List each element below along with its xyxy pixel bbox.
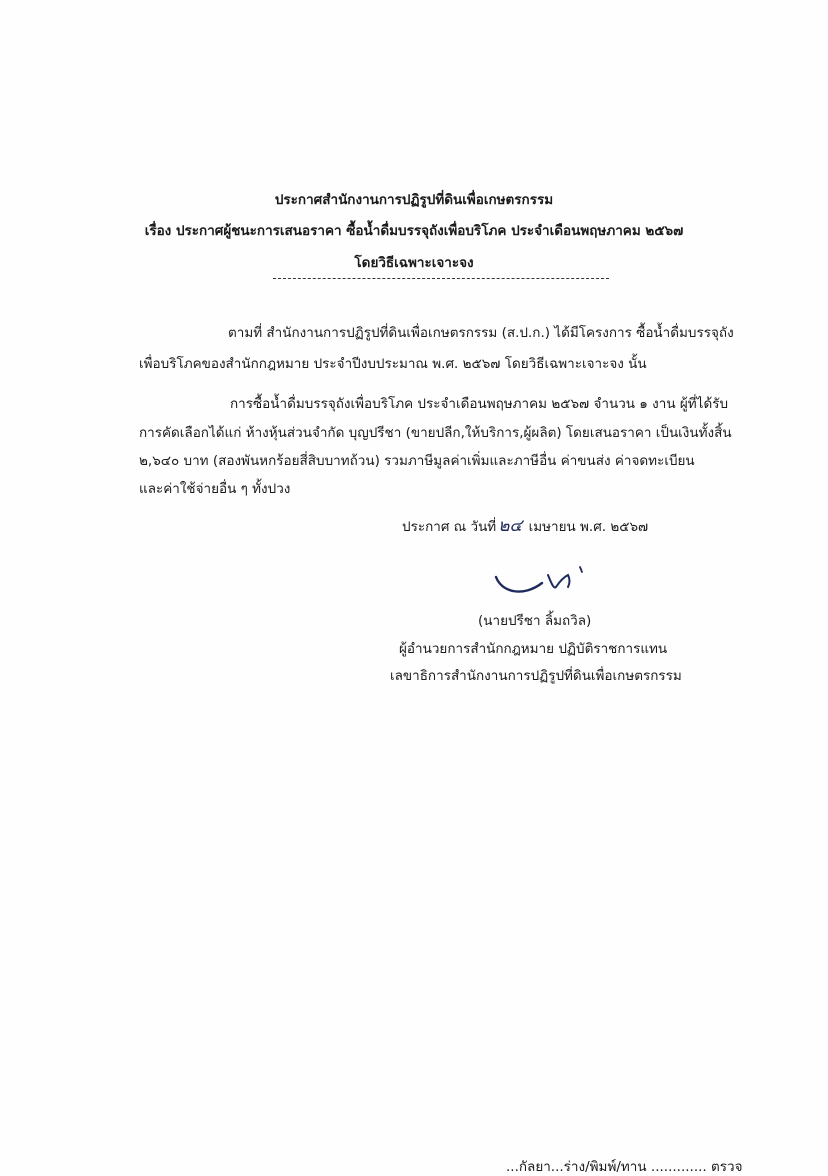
paragraph2-line3: ๒,๖๔๐ บาท (สองพันหกร้อยสี่สิบบาทถ้วน) รวมภาษีมูลค่าเพิ่มและภาษีอื่น ค่าขนส่ง ค่าจดทะเบียน <box>139 453 695 469</box>
announcement-date <box>402 517 648 536</box>
paragraph2-line4: และค่าใช้จ่ายอื่น ๆ ทั้งปวง <box>139 481 291 497</box>
date-day-handwritten: ๒๔ <box>498 516 523 536</box>
signature-mark <box>490 563 600 603</box>
date-prefix: ประกาศ ณ วันที่ <box>402 519 497 535</box>
signatory-position-1: ผู้อำนวยการสำนักกฎหมาย ปฏิบัติราชการแทน <box>399 641 668 657</box>
paragraph1-line2: เพื่อบริโภคของสำนักกฎหมาย ประจำปีงบประมาณ พ.ศ. ๒๕๖๗ โดยวิธีเฉพาะเจาะจง นั้น <box>139 356 647 372</box>
signatory-position-2: เลขาธิการสำนักงานการปฏิรูปที่ดินเพื่อเกษตรกรรม <box>390 668 682 684</box>
header-divider <box>273 278 609 279</box>
announcement-method: โดยวิธีเฉพาะเจาะจง <box>354 255 474 271</box>
paragraph2-line1: การซื้อน้ำดื่มบรรจุถังเพื่อบริโภค ประจำเดือนพฤษภาคม ๒๕๖๗ จำนวน ๑ งาน ผู้ที่ได้รับ <box>230 396 729 412</box>
announcement-subject: เรื่อง ประกาศผู้ชนะการเสนอราคา ซื้อน้ำดื่มบรรจุถังเพื่อบริโภค ประจำเดือนพฤษภาคม ๒๕๖๗ <box>144 223 684 239</box>
paragraph2-line2: การคัดเลือกได้แก่ ห้างหุ้นส่วนจำกัด บุญปรีชา (ขายปลีก,ให้บริการ,ผู้ผลิต) โดยเสนอราคา เป็นเงินทั้งสิ้น <box>139 425 732 441</box>
paragraph1-line1: ตามที่ สำนักงานการปฏิรูปที่ดินเพื่อเกษตรกรรม (ส.ป.ก.) ได้มีโครงการ ซื้อน้ำดื่มบรรจุถัง <box>228 325 734 341</box>
date-suffix: เมษายน พ.ศ. ๒๕๖๗ <box>524 519 649 535</box>
drafting-footer: ...กัลยา...ร่าง/พิมพ์/ทาน ............. ตรวจ <box>506 1159 743 1175</box>
announcement-title: ประกาศสำนักงานการปฏิรูปที่ดินเพื่อเกษตรกรรม <box>274 192 554 208</box>
signatory-name: (นายปรีชา ลิ้มถวิล) <box>478 613 592 629</box>
